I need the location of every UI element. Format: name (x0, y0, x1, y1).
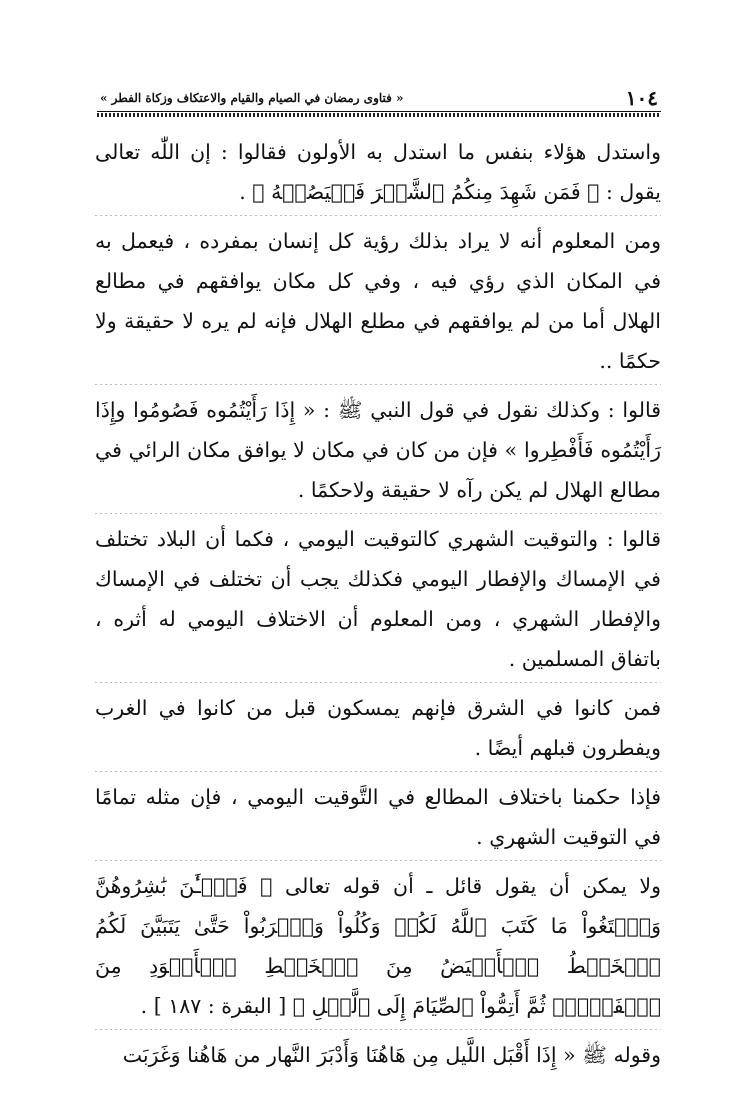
paragraph-divider (95, 771, 661, 772)
paragraph-5-text: فمن كانوا في الشرق فإنهم يمسكون قبل من كانوا في الغرب ويفطرون قبلهم أيضًا . (95, 696, 661, 760)
paragraph-divider (95, 1029, 661, 1030)
paragraph-8-text: وقوله ﷺ « إِذَا أَقْبَل اللَّيل مِن هَاهُنَا وَأَدْبَرَ النَّهار من هَاهُنا وَغَرَبَت (122, 1043, 661, 1067)
paragraph-divider (95, 215, 661, 216)
header-rule-hatched (97, 113, 661, 117)
running-head (100, 82, 658, 108)
paragraph-3-text: قالوا : وكذلك نقول في قول النبي ﷺ : « إِذَا رَأَيْتُمُوه فَصُومُوا وإِذَا رَأَيْتُمُوه فَأَفْطِروا » فإن من كان في مكان لا يوافق مكان الرائي في مطالع الهلال لم يكن رآه لا حقيقة ولاحكمًا . (95, 398, 661, 502)
paragraph-divider (95, 513, 661, 514)
paragraph-1: واستدل هؤلاء بنفس ما استدل به الأولون فقالوا : إن اللّٰه تعالى يقول : ﴿ فَمَن شَهِدَ مِنكُمُ ٱلشَّهۡرَ فَلۡيَصُمۡهُ ﴾ . (95, 140, 661, 204)
running-head-title: « فتاوى رمضان في الصيام والقيام والاعتكاف وزكاة الفطر » (100, 91, 404, 105)
page-number: ١٠٤ (625, 86, 658, 110)
paragraph-7-text: ولا يمكن أن يقول قائل ـ أن قوله تعالى ﴿ فَٱلۡـَٰٔنَ بَٰشِرُوهُنَّ وَٱبۡتَغُواْ مَا كَتَبَ ٱللَّهُ لَكُمۡ وَكُلُواْ وَٱشۡرَبُواْ حَتَّىٰ يَتَبَيَّنَ لَكُمُ ٱلۡخَيۡطُ ٱلۡأَبۡيَضُ مِنَ ٱلۡخَيۡطِ ٱلۡأَسۡوَدِ مِنَ ٱلۡفَجۡرِۖ ثُمَّ أَتِمُّواْ ٱلصِّيَامَ إِلَى ٱلَّيۡلِ ﴾ [ البقرة : ١٨٧ ] . (95, 874, 661, 1018)
paragraph-2 (95, 221, 661, 381)
paragraph-7 (95, 866, 661, 1026)
paragraph-3 (95, 390, 661, 510)
paragraph-divider (95, 384, 661, 385)
header-rule (97, 111, 661, 112)
paragraph-8 (95, 1035, 661, 1075)
paragraph-4 (95, 519, 661, 679)
paragraph-6-text: فإذا حكمنا باختلاف المطالع في التَّوقيت اليومي ، فإن مثله تمامًا في التوقيت الشهري . (95, 785, 661, 849)
paragraph-6 (95, 777, 661, 857)
page-body (95, 132, 661, 1075)
paragraph-5 (95, 688, 661, 768)
paragraph-divider (95, 860, 661, 861)
paragraph-2-text: ومن المعلوم أنه لا يراد بذلك رؤية كل إنسان بمفرده ، فيعمل به في المكان الذي رؤي فيه ، وفي كل مكان يوافقهم في مطالع الهلال أما من لم يوافقهم في مطلع الهلال فإنه لم يره لا حقيقة ولا حكمًا .. (95, 229, 661, 373)
paragraph-4-text: قالوا : والتوقيت الشهري كالتوقيت اليومي ، فكما أن البلاد تختلف في الإمساك والإفطار اليومي فكذلك يجب أن تختلف في الإمساك والإفطار الشهري ، ومن المعلوم أن الاختلاف اليومي له أثره ، باتفاق المسلمين . (95, 527, 661, 671)
paragraph-divider (95, 682, 661, 683)
